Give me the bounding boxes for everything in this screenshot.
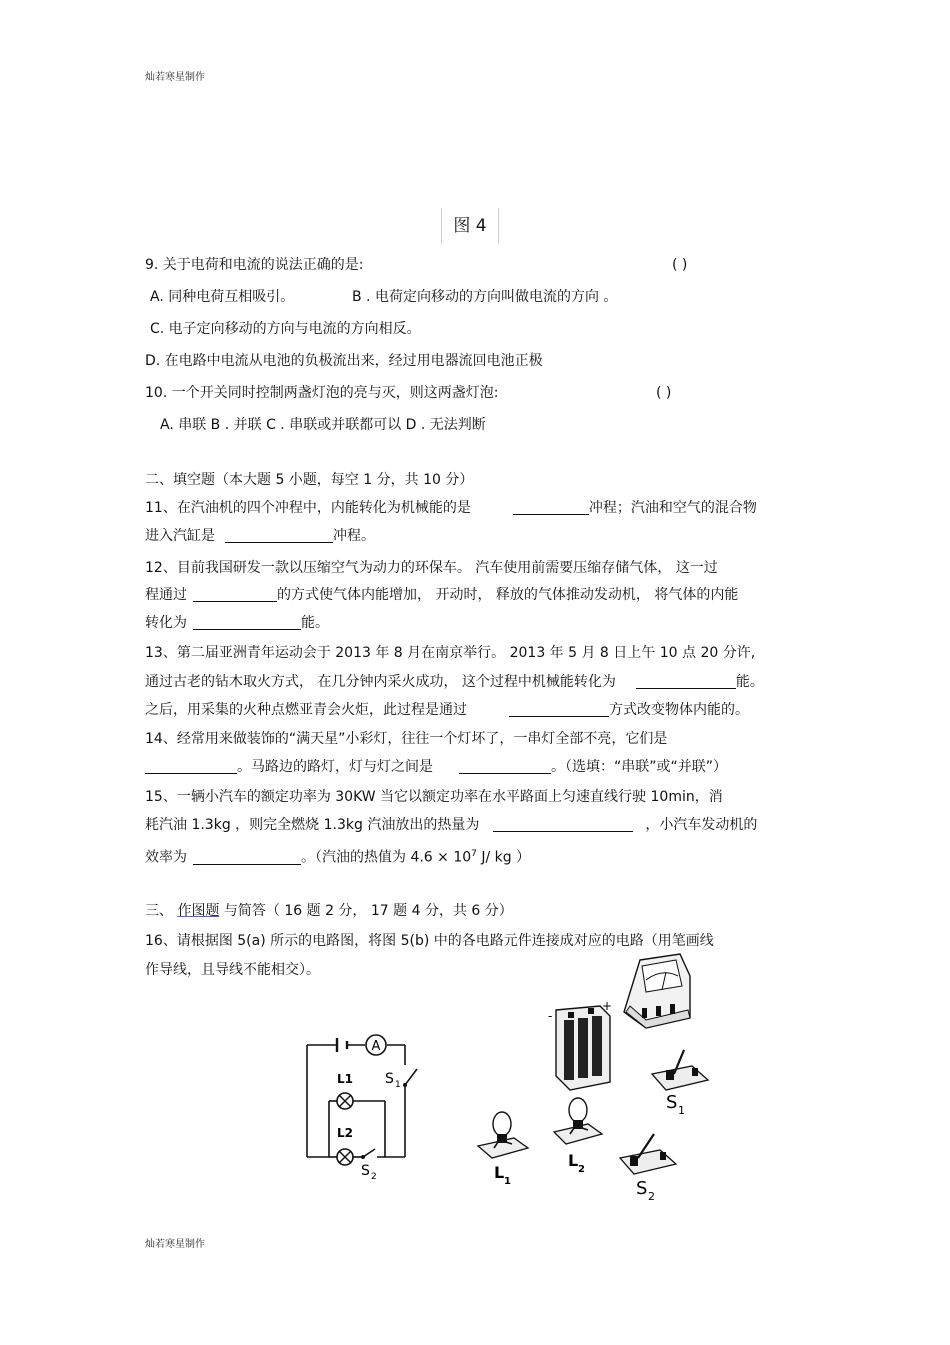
- q11-text-c: 进入汽缸是: [145, 528, 215, 544]
- q15-text-d: 效率为: [145, 849, 187, 866]
- device-label-l1: L: [494, 1163, 505, 1182]
- q16-line2: 作导线，且导线不能相交）。: [145, 962, 320, 978]
- switch-s1-device: [652, 1050, 708, 1117]
- q14-line2: [145, 758, 727, 776]
- ammeter-device: [624, 954, 690, 1028]
- q12-text-e: 能。: [301, 615, 329, 631]
- q12-text-c: 的方式使气体内能增加， 开动时， 释放的气体推动发动机， 将气体的内能: [277, 587, 739, 603]
- q13-line2: [145, 673, 764, 691]
- q13-text-d: 之后，用采集的火种点燃亚青会火炬，此过程是通过: [145, 702, 467, 718]
- q15-line2: [145, 816, 757, 834]
- q9-option-b: B . 电荷定向移动的方向叫做电流的方向 。: [352, 289, 618, 305]
- q11-text-a: 11、在汽油机的四个冲程中，内能转化为机械能的是: [145, 500, 471, 516]
- device-label-s1-sub: 1: [678, 1104, 685, 1117]
- q11-blank-1[interactable]: [513, 500, 589, 515]
- q14-text-c: 。（选填：“串联”或“并联”）: [551, 759, 728, 775]
- q15-text-c: ，小汽车发动机的: [645, 817, 758, 833]
- page-header: 灿若寒星制作: [145, 72, 205, 83]
- q12-text-d: 转化为: [145, 615, 187, 631]
- device-label-l2: L: [568, 1151, 579, 1170]
- q12-line1: 12、目前我国研发一款以压缩空气为动力的环保车。 汽车使用前需要压缩存储气体， 这一过: [145, 560, 718, 576]
- q15-line3: [145, 845, 530, 867]
- section-3-suffix: 与简答（ 16 题 2 分， 17 题 4 分，共 6 分）: [219, 903, 513, 919]
- figure-5b-components: [470, 950, 720, 1200]
- q14-blank-2[interactable]: [459, 759, 551, 774]
- q15-blank-1[interactable]: [493, 817, 633, 832]
- q11-text-d: 冲程。: [333, 528, 375, 544]
- q9-option-c: C. 电子定向移动的方向与电流的方向相反。: [150, 321, 421, 337]
- section-3-drawing-label: 作图题: [177, 903, 220, 919]
- q10-answer-paren: ( ): [656, 385, 672, 401]
- figure-4-caption: 图 4: [441, 208, 499, 244]
- q9-option-a: A. 同种电荷互相吸引。: [150, 289, 295, 305]
- section-3-prefix: 三、: [145, 903, 178, 919]
- q9-answer-paren: ( ): [672, 257, 688, 273]
- q16-line1: 16、请根据图 5(a) 所示的电路图，将图 5(b) 中的各电路元件连接成对应的电路（用笔画线: [145, 933, 714, 949]
- q12-blank-2[interactable]: [193, 615, 301, 630]
- q9-option-d: D. 在电路中电流从电池的负极流出来，经过用电器流回电池正极: [145, 353, 543, 369]
- switch-s2-device: [620, 1134, 676, 1200]
- q15-exponent: 7: [471, 849, 477, 859]
- q13-blank-1[interactable]: [636, 674, 736, 689]
- lamp-l1-device: [478, 1112, 528, 1187]
- battery-plus-label: +: [602, 999, 613, 1013]
- q13-line3: [145, 701, 749, 719]
- battery-minus-label: -: [548, 1009, 553, 1023]
- device-label-l1-sub: 1: [504, 1176, 511, 1187]
- q12-blank-1[interactable]: [193, 587, 277, 602]
- label-s2-sub: 2: [371, 1172, 377, 1182]
- q13-line1: 13、第二届亚洲青年运动会于 2013 年 8 月在南京举行。 2013 年 5 月 8 日上午 10 点 20 分许,: [145, 645, 756, 661]
- q13-text-b: 通过古老的钻木取火方式， 在几分钟内采火成功， 这个过程中机械能转化为: [145, 674, 616, 690]
- q15-text-f: J/ kg ）: [476, 849, 531, 866]
- device-label-s1: S: [666, 1092, 678, 1113]
- q15-text-e: 。（汽油的热值为 4.6 × 10: [301, 849, 472, 866]
- ammeter-label: A: [371, 1039, 381, 1054]
- section-2-title: 二、填空题（本大题 5 小题，每空 1 分，共 10 分）: [145, 472, 474, 488]
- device-label-s2: S: [636, 1178, 648, 1199]
- label-s2: S: [361, 1163, 370, 1179]
- section-3-title: [145, 902, 513, 920]
- q11-blank-2[interactable]: [225, 528, 333, 543]
- device-label-l2-sub: 2: [578, 1164, 585, 1175]
- label-s1-sub: 1: [395, 1080, 401, 1090]
- q10-stem: 10. 一个开关同时控制两盏灯泡的亮与灭，则这两盏灯泡:: [145, 385, 499, 401]
- lamp-l2-device: [554, 1098, 602, 1175]
- figure-5a-circuit-diagram: [295, 1025, 435, 1185]
- q12-line3: [145, 614, 329, 632]
- q15-text-b: 耗汽油 1.3kg ，则完全燃烧 1.3kg 汽油放出的热量为: [145, 817, 480, 833]
- q10-options: A. 串联 B . 并联 C . 串联或并联都可以 D . 无法判断: [160, 417, 486, 433]
- q13-text-c: 能。: [735, 674, 764, 690]
- q15-blank-2[interactable]: [193, 850, 301, 865]
- q13-blank-2[interactable]: [509, 702, 609, 717]
- q11-line2: [145, 527, 375, 545]
- q13-text-e: 方式改变物体内能的。: [609, 702, 749, 718]
- q12-line2: [145, 586, 738, 604]
- q12-text-b: 程通过: [145, 587, 187, 603]
- label-l1: L1: [337, 1072, 353, 1086]
- label-l2: L2: [337, 1126, 353, 1140]
- device-label-s2-sub: 2: [648, 1190, 655, 1200]
- q15-line1: 15、一辆小汽车的额定功率为 30KW 当它以额定功率在水平路面上匀速直线行驶 10min，消: [145, 789, 723, 805]
- q11-line1: [145, 499, 757, 517]
- q11-text-b: 冲程；汽油和空气的混合物: [588, 500, 757, 516]
- label-s1: S: [385, 1071, 394, 1087]
- q14-text-b: 。马路边的路灯，灯与灯之间是: [237, 759, 433, 775]
- page-footer: 灿若寒星制作: [145, 1239, 205, 1250]
- battery-pack-device: [548, 999, 612, 1090]
- q14-line1: 14、经常用来做装饰的“满天星”小彩灯，往往一个灯坏了，一串灯全部不亮，它们是: [145, 731, 668, 747]
- q14-blank-1[interactable]: [145, 759, 237, 774]
- q9-stem: 9. 关于电荷和电流的说法正确的是:: [145, 257, 364, 273]
